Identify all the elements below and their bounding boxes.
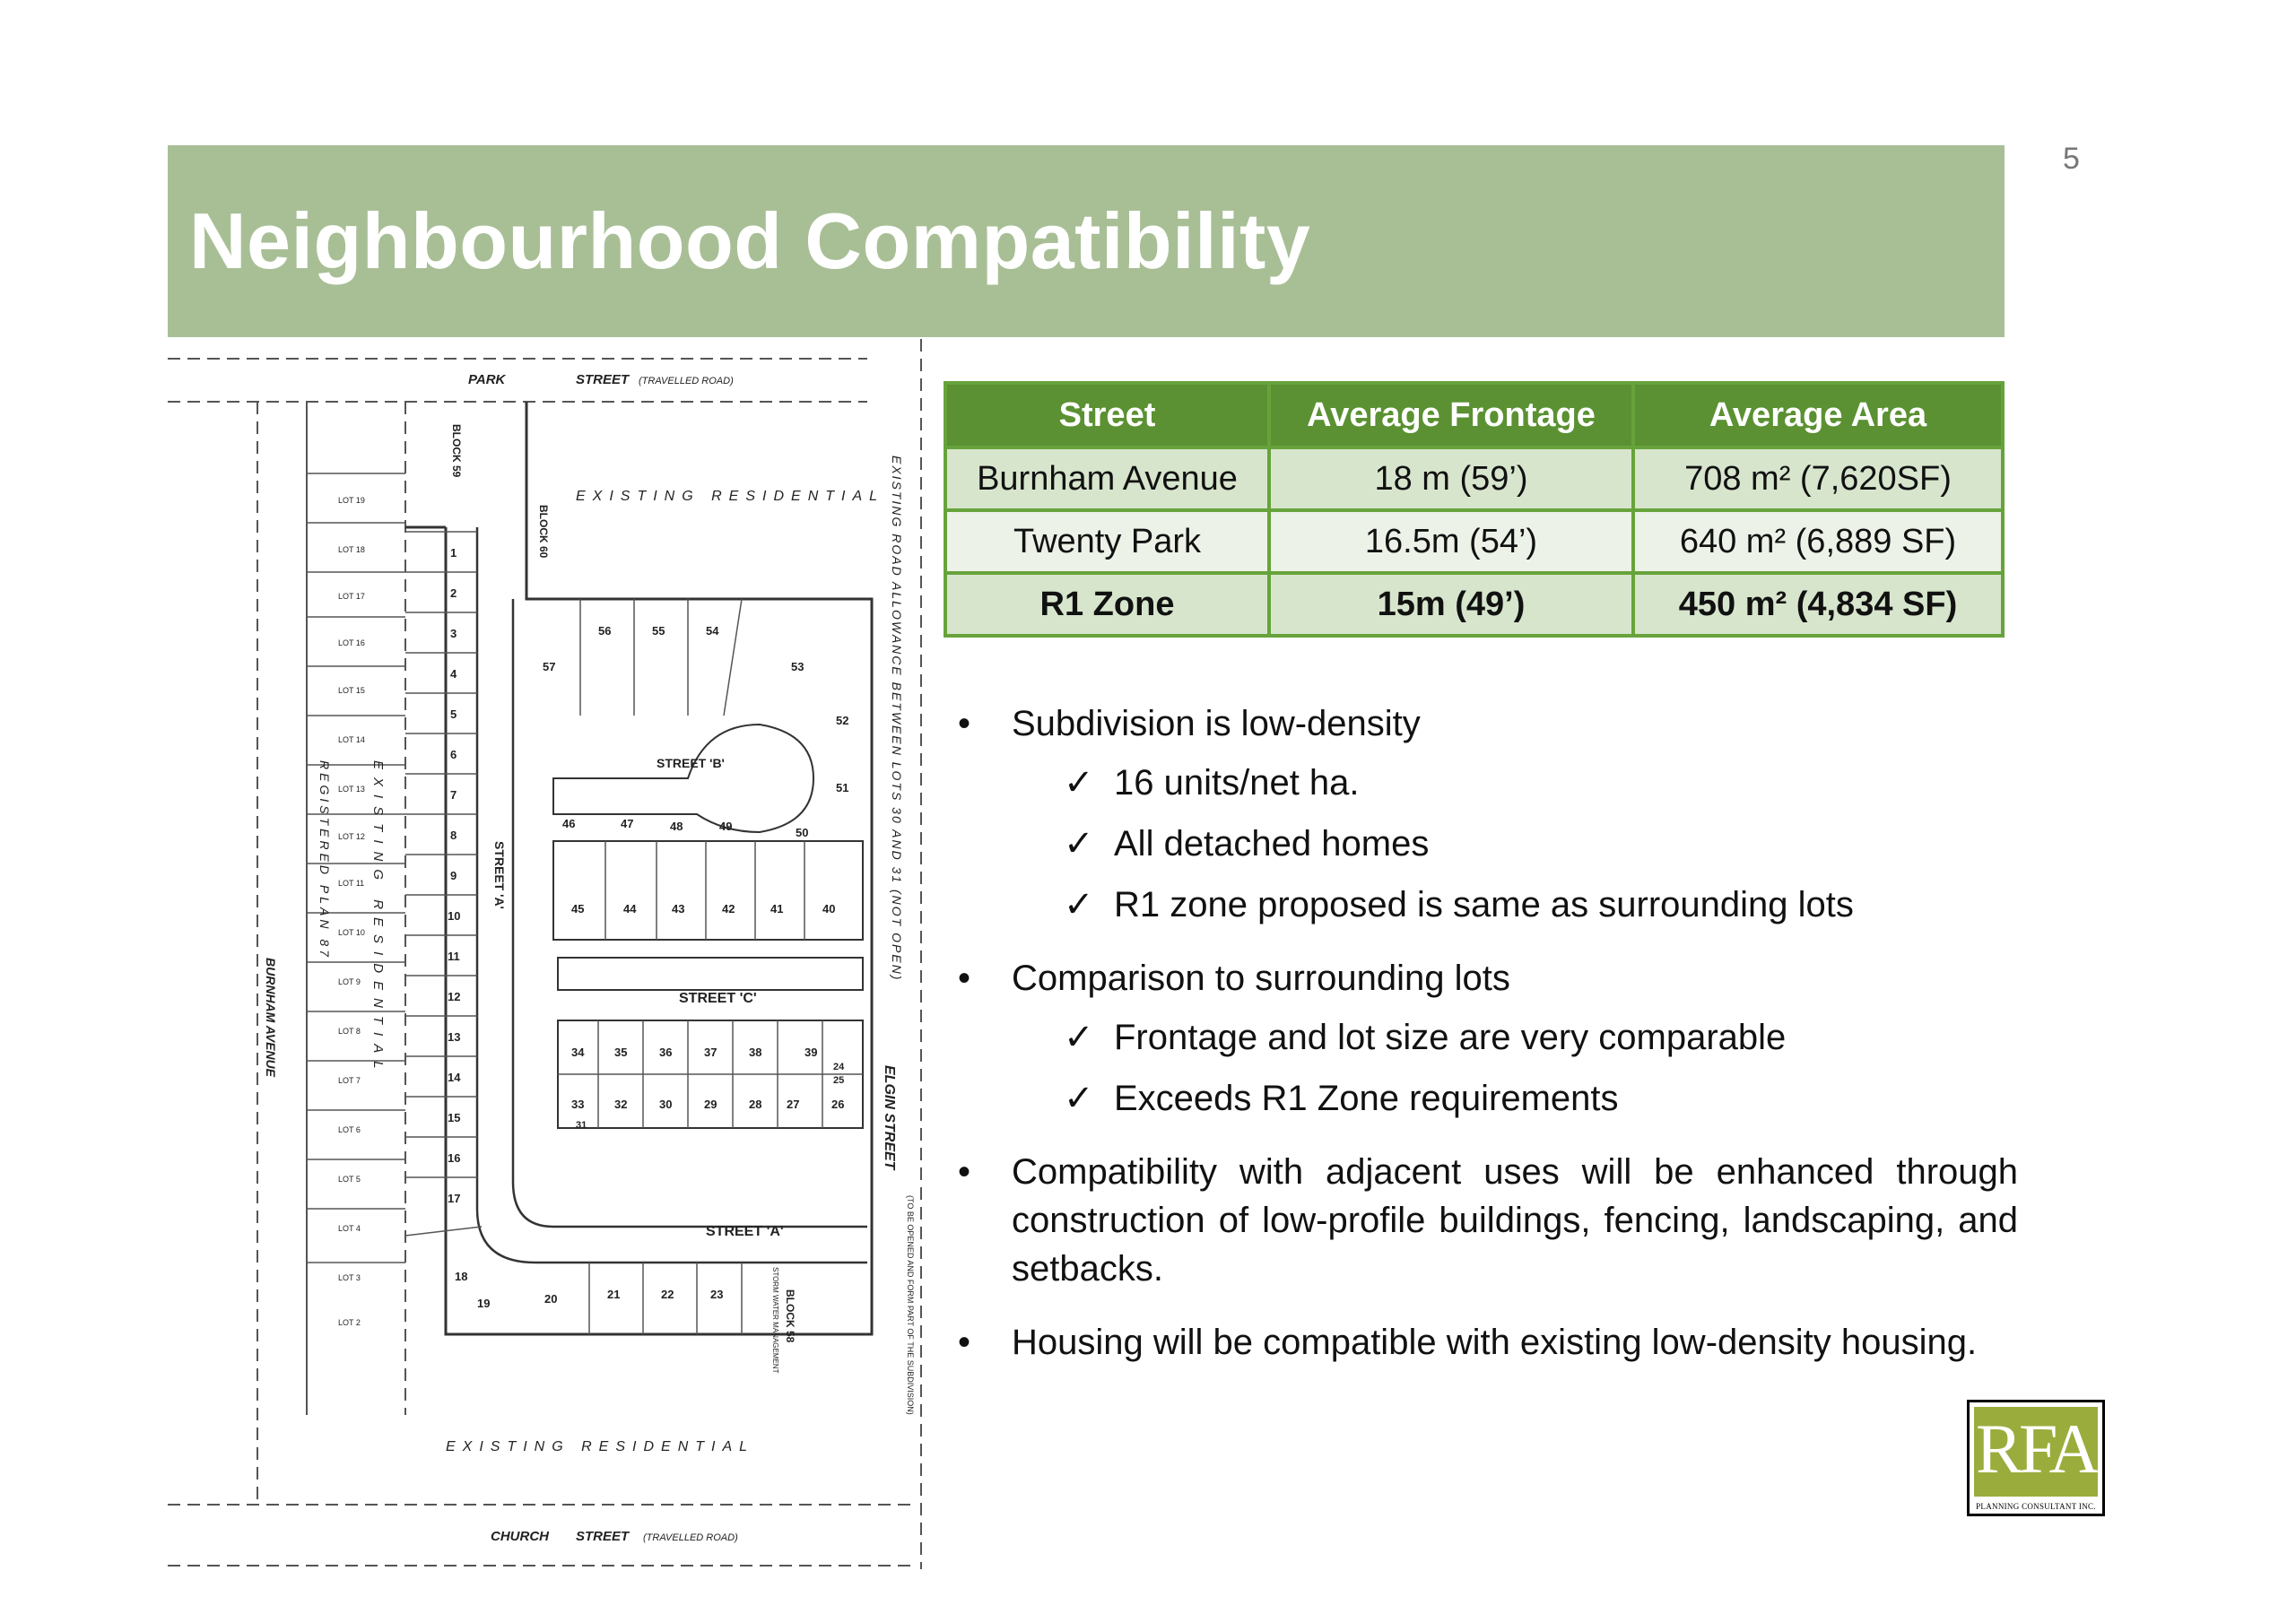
sub-bullet-item <box>958 881 2018 929</box>
road-allowance-label: EXISTING ROAD ALLOWANCE BETWEEN LOTS 30 AND 31 (NOT OPEN) <box>890 456 904 982</box>
lot-number: 12 <box>448 990 461 1003</box>
lot-number: 42 <box>722 902 735 916</box>
lot-number: 1 <box>450 546 457 560</box>
bullet-symbol: • <box>958 1323 971 1362</box>
lot-number: 3 <box>450 627 457 640</box>
table-row <box>945 573 2003 636</box>
existing-lot-label: LOT 6 <box>338 1125 361 1134</box>
existing-lot-label: LOT 16 <box>338 638 365 647</box>
existing-lot-label: LOT 4 <box>338 1224 361 1233</box>
lot-number: 37 <box>704 1046 718 1059</box>
lot-number: 57 <box>543 660 556 673</box>
existing-residential-south: EXISTING RESIDENTIAL <box>446 1439 755 1454</box>
table-row <box>945 510 2003 573</box>
table-header-row <box>945 383 2003 447</box>
sub-bullet-text: R1 zone proposed is same as surrounding lots <box>1114 885 1854 924</box>
lot-number: 30 <box>659 1098 673 1111</box>
lot-number: 47 <box>621 817 634 830</box>
lot-number: 29 <box>704 1098 718 1111</box>
lot-number: 50 <box>796 826 809 839</box>
lot-number: 15 <box>448 1111 461 1124</box>
street-c-label: STREET 'C' <box>679 991 757 1006</box>
lot-number: 22 <box>661 1288 674 1301</box>
existing-lot-label: LOT 19 <box>338 496 365 505</box>
lot-number: 44 <box>623 902 637 916</box>
existing-lot-label: LOT 10 <box>338 928 365 937</box>
bullet-item <box>958 1318 2018 1367</box>
lot-number: 7 <box>450 788 457 802</box>
column-header: Average Area <box>1633 383 2003 447</box>
lot-number: 38 <box>749 1046 762 1059</box>
check-icon: ✓ <box>1064 1079 1094 1118</box>
existing-lot-label: LOT 2 <box>338 1318 361 1327</box>
existing-residential-north: EXISTING RESIDENTIAL <box>576 489 885 504</box>
lot-number: 6 <box>450 748 457 761</box>
existing-lot-label: LOT 11 <box>338 879 365 888</box>
elgin-street-note: (TO BE OPENED AND FORM PART OF THE SUBDIVISION) <box>906 1195 915 1415</box>
site-plan-drawing <box>168 339 957 1569</box>
bullet-text: Comparison to surrounding lots <box>1012 959 1510 998</box>
table-cell: 16.5m (54’) <box>1269 510 1633 573</box>
table-cell: 640 m² (6,889 SF) <box>1633 510 2003 573</box>
existing-lot-label: LOT 9 <box>338 977 361 986</box>
block-58-label: BLOCK 58 <box>784 1289 796 1343</box>
block-58-note: STORM WATER MANAGEMENT <box>771 1267 779 1374</box>
sub-bullet-text: All detached homes <box>1114 824 1430 864</box>
church-street-label: CHURCH <box>491 1529 549 1544</box>
lot-number: 20 <box>544 1292 558 1306</box>
lot-number: 14 <box>448 1071 461 1084</box>
lot-number: 46 <box>562 817 576 830</box>
lot-number: 35 <box>614 1046 628 1059</box>
rfa-logo <box>1967 1400 2105 1516</box>
existing-residential-west: EXISTING RESIDENTIAL <box>370 760 386 1077</box>
bullet-text: Compatibility with adjacent uses will be enhanced through construction of low-profile buildings, fencing, landscaping, and setbacks. <box>1012 1152 2018 1289</box>
sub-bullet-item <box>958 1013 2018 1062</box>
bullet-item <box>958 1148 2018 1293</box>
existing-lot-label: LOT 8 <box>338 1027 361 1036</box>
column-header: Average Frontage <box>1269 383 1633 447</box>
table-cell: 18 m (59’) <box>1269 447 1633 510</box>
existing-lot-label: LOT 5 <box>338 1175 361 1184</box>
check-icon: ✓ <box>1064 763 1094 803</box>
block-59-label: BLOCK 59 <box>450 424 463 478</box>
table-cell: 450 m² (4,834 SF) <box>1633 573 2003 636</box>
burnham-avenue-label: BURNHAM AVENUE <box>264 958 278 1077</box>
lot-number: 23 <box>710 1288 724 1301</box>
lot-number: 40 <box>822 902 836 916</box>
bullet-symbol: • <box>958 1152 971 1192</box>
lot-number: 32 <box>614 1098 628 1111</box>
lot-number: 17 <box>448 1192 461 1205</box>
existing-lot-label: LOT 18 <box>338 545 365 554</box>
lot-number: 34 <box>571 1046 585 1059</box>
elgin-street-label: ELGIN STREET <box>882 1065 897 1170</box>
title-bar <box>168 145 2005 337</box>
existing-lot-label: LOT 15 <box>338 686 365 695</box>
park-street-label: PARK <box>468 372 506 387</box>
sub-bullet-text: Frontage and lot size are very comparable <box>1114 1018 1787 1057</box>
sub-bullet-text: Exceeds R1 Zone requirements <box>1114 1079 1619 1118</box>
lot-number: 55 <box>652 624 665 638</box>
existing-lot-label: LOT 17 <box>338 592 365 601</box>
church-street-word: STREET <box>576 1529 630 1544</box>
lot-number: 31 <box>576 1120 587 1131</box>
lot-number: 19 <box>477 1297 491 1310</box>
lot-number: 41 <box>770 902 784 916</box>
logo-subtitle: PLANNING CONSULTANT INC. <box>1976 1502 2096 1511</box>
lot-number: 43 <box>672 902 685 916</box>
sub-bullet-item <box>958 1074 2018 1123</box>
site-plan <box>168 339 957 1569</box>
bullet-text: Housing will be compatible with existing low-density housing. <box>1012 1323 1978 1362</box>
lot-number: 45 <box>571 902 585 916</box>
bullet-symbol: • <box>958 959 971 998</box>
existing-lot-label: LOT 3 <box>338 1273 361 1282</box>
logo-mark <box>1974 1407 2098 1497</box>
table-cell: Twenty Park <box>945 510 1269 573</box>
logo-letters: RFA <box>1976 1410 2096 1488</box>
lot-number: 5 <box>450 707 457 721</box>
registered-plan-label: REGISTERED PLAN 87 <box>317 760 332 960</box>
block-60-label: BLOCK 60 <box>537 505 550 559</box>
table-row <box>945 447 2003 510</box>
lot-number: 25 <box>833 1075 845 1086</box>
table-cell: R1 Zone <box>945 573 1269 636</box>
sub-bullet-item <box>958 759 2018 807</box>
existing-lot-label: LOT 14 <box>338 735 365 744</box>
park-travelled-road: (TRAVELLED ROAD) <box>639 376 734 386</box>
page-title: Neighbourhood Compatibility <box>189 196 1311 285</box>
lot-number: 52 <box>836 714 849 727</box>
lot-number: 28 <box>749 1098 762 1111</box>
table-cell: 708 m² (7,620SF) <box>1633 447 2003 510</box>
lot-number: 2 <box>450 586 457 600</box>
lot-number: 4 <box>450 667 457 681</box>
lot-number: 39 <box>804 1046 818 1059</box>
lot-number: 11 <box>448 950 460 963</box>
lot-number: 9 <box>450 869 457 882</box>
bullet-text: Subdivision is low-density <box>1012 704 1421 743</box>
lot-number: 36 <box>659 1046 673 1059</box>
check-icon: ✓ <box>1064 885 1094 924</box>
check-icon: ✓ <box>1064 1018 1094 1057</box>
lot-number: 33 <box>571 1098 585 1111</box>
lot-number: 53 <box>791 660 804 673</box>
lot-number: 24 <box>833 1062 845 1072</box>
lot-number: 8 <box>450 829 457 842</box>
street-a-south-label: STREET 'A' <box>706 1224 784 1239</box>
street-b-label: STREET 'B' <box>657 756 725 770</box>
bullet-list <box>958 699 2018 1367</box>
lot-number: 49 <box>719 820 733 833</box>
park-street-word: STREET <box>576 372 630 387</box>
existing-lot-label: LOT 12 <box>338 832 365 841</box>
bullet-symbol: • <box>958 704 971 743</box>
lot-number: 18 <box>455 1270 468 1283</box>
lot-number: 26 <box>831 1098 845 1111</box>
page-number: 5 <box>2063 142 2080 176</box>
sub-bullet-text: 16 units/net ha. <box>1114 763 1360 803</box>
church-travelled-road: (TRAVELLED ROAD) <box>643 1532 738 1543</box>
lot-number: 16 <box>448 1151 461 1165</box>
street-a-west-label: STREET 'A' <box>492 841 507 909</box>
lot-number: 54 <box>706 624 719 638</box>
lot-number: 21 <box>607 1288 621 1301</box>
lot-number: 56 <box>598 624 612 638</box>
table-cell: 15m (49’) <box>1269 573 1633 636</box>
lot-number: 10 <box>448 909 461 923</box>
comparison-table <box>944 381 2005 638</box>
table-cell: Burnham Avenue <box>945 447 1269 510</box>
lot-number: 13 <box>448 1030 461 1044</box>
sub-bullet-item <box>958 820 2018 868</box>
existing-lot-label: LOT 7 <box>338 1076 361 1085</box>
bullet-item <box>958 699 2018 748</box>
lot-number: 51 <box>836 781 849 794</box>
lot-number: 48 <box>670 820 683 833</box>
existing-lot-label: LOT 13 <box>338 785 365 794</box>
bullet-item <box>958 954 2018 1002</box>
column-header: Street <box>945 383 1269 447</box>
lot-number: 27 <box>787 1098 800 1111</box>
check-icon: ✓ <box>1064 824 1094 864</box>
